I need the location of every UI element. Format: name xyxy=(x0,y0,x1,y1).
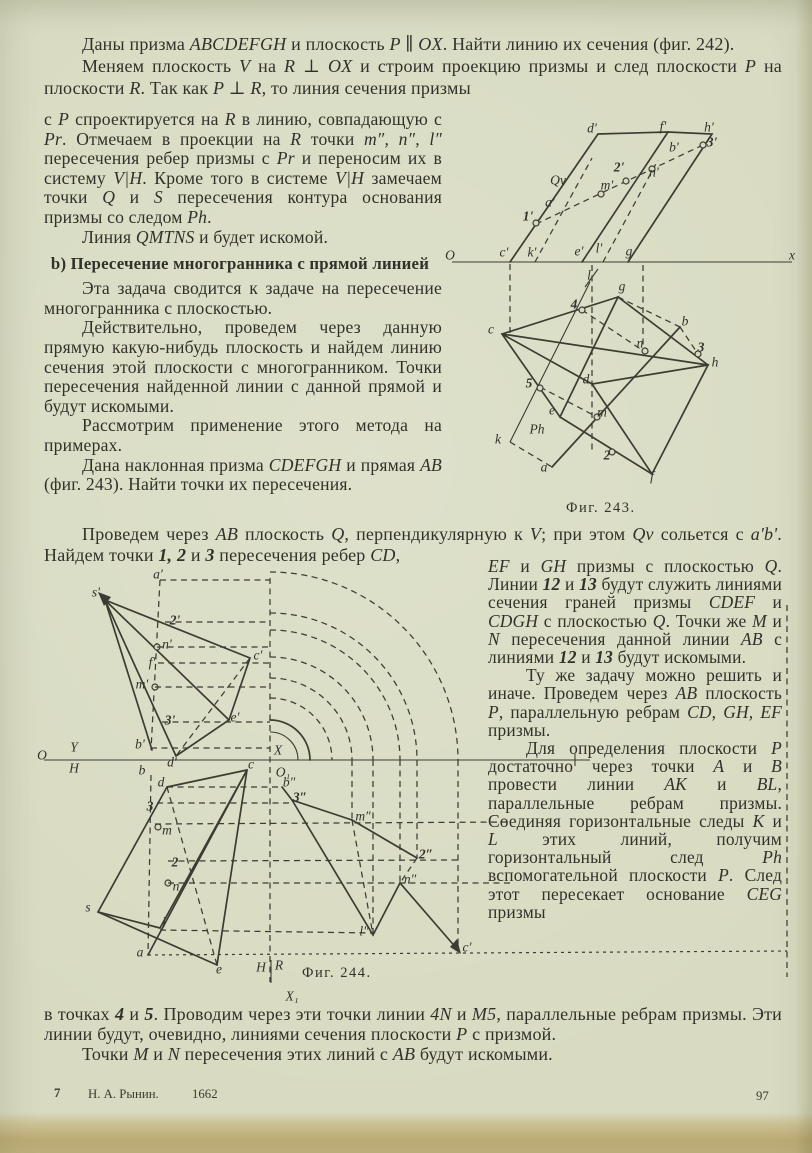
fig-point-label: s xyxy=(85,899,91,915)
fig-point-label: c' xyxy=(253,647,263,663)
right-column xyxy=(488,557,782,921)
fig-point-label: d xyxy=(582,371,590,387)
fig-point-label: 1' xyxy=(522,208,534,224)
fig-point-label: n' xyxy=(162,636,172,652)
paragraph: EF и GH призмы с плоскостью Q. Линии 12 и 13 будут служить линиями сечения граней призмы CDEF и CDGH с плоскостью Q. Точки же M и N пересечения данной линии AB с линиями 12 и 13 будут искомыми. xyxy=(488,556,782,668)
fig-point-label: f' xyxy=(148,654,156,670)
fig-point-label: m' xyxy=(135,676,149,692)
fig-point-label: 4 xyxy=(570,296,578,312)
fig-point-label: 3' xyxy=(706,134,718,150)
fig-point-label: s' xyxy=(91,584,101,600)
fig-point-label: Qv xyxy=(550,172,566,188)
fig-point-label: a' xyxy=(153,566,163,582)
fig-point-label: 3' xyxy=(164,712,176,728)
figure-243 xyxy=(440,118,805,540)
figure-243-caption: Фиг. 243. xyxy=(566,500,636,516)
fig-point-label: X xyxy=(273,742,283,758)
section-heading: b) Пересечение многогранника с прямой линией xyxy=(50,254,430,274)
fig-point-label: X₁ xyxy=(285,988,299,1004)
intro-paragraphs xyxy=(44,34,782,99)
paragraph: с P спроектируется на R в линию, совпадающую с Pr. Отмечаем в проекции на R точки m″, n″, l″ пересечения ребер призмы с Pr и переносим их в систему V|H. Кроме того в системе V|H замечаем точки Q и S пересечения контура основания призмы со следом Ph. xyxy=(44,109,443,227)
fig-point-label: m xyxy=(597,404,607,420)
fig-point-label: 3 xyxy=(146,798,154,814)
fig-point-label: m' xyxy=(600,177,614,193)
fig-point-label: k xyxy=(495,431,501,447)
fig-point-label: 3 xyxy=(697,339,705,355)
fig-point-label: m″ xyxy=(355,808,371,824)
paragraph: Дана наклонная призма CDEFGH и прямая AB (фиг. 243). Найти точки их пересечения. xyxy=(44,454,442,495)
fig-point-label: l xyxy=(587,267,591,283)
fig-point-label: 2' xyxy=(613,159,625,175)
figure-243-drawing xyxy=(440,119,805,540)
fig-point-label: k' xyxy=(527,244,537,260)
signature-number: 7 xyxy=(54,1086,61,1100)
fig-point-label: 5 xyxy=(525,375,533,391)
paragraph: Даны призма ABCDEFGH и плоскость P ∥ OX. Найти линию их сечения (фиг. 242). xyxy=(82,34,735,54)
fig-point-label: e' xyxy=(574,243,584,259)
fig-point-label: n xyxy=(636,335,644,351)
fig-point-label: H xyxy=(69,760,79,776)
fig-point-label: l xyxy=(162,914,166,930)
fig-point-label: c xyxy=(488,321,494,337)
figure-244-caption: Фиг. 244. xyxy=(302,965,372,981)
fig-point-label: e xyxy=(549,402,555,418)
fig-point-label: b' xyxy=(669,139,679,155)
fig-point-label: n' xyxy=(649,164,659,180)
fig-point-label: l″ xyxy=(359,923,369,939)
fig-point-label: O xyxy=(37,747,47,763)
paragraph: Точки M и N пересечения этих линий с AB будут искомыми. xyxy=(82,1043,553,1064)
fig-point-label: c xyxy=(248,756,254,772)
fig-point-label: a xyxy=(136,944,144,960)
paragraph: Проведем через AB плоскость Q, перпендикулярную к V; при этом Qv сольется с a'b'. Найдем точки 1, 2 и 3 пересечения ребер CD, xyxy=(44,524,782,565)
fig-point-label: m xyxy=(162,822,172,838)
paragraph: Ту же задачу можно решить и иначе. Проведем через AB плоскость P, параллельную ребрам CD, GH, EF призмы. xyxy=(488,665,782,740)
fig-point-label: l' xyxy=(595,240,603,256)
fig-point-label: O xyxy=(445,247,455,263)
fig-point-label: O₁ xyxy=(275,764,291,780)
print-code: 1662 xyxy=(192,1087,218,1101)
paragraph: Для определения плоскости P достаточно через точки A и B провести линии AK и BL, параллельные ребрам призмы. Соединяя горизонтальные следы K и L этих линий, получим горизонтальный след Ph вспомогательной плоскости P. След этот пересекает основание CEG призмы xyxy=(488,738,782,922)
fig-point-label: g xyxy=(618,278,626,294)
fig-point-label: e xyxy=(216,961,222,977)
fig-point-label: Ph xyxy=(529,421,545,437)
fig-point-label: H xyxy=(256,959,266,975)
fig-point-label: h xyxy=(711,354,719,370)
fig-point-label: a xyxy=(540,459,548,475)
fig-point-label: a' xyxy=(545,194,555,210)
fig-point-label: 2 xyxy=(171,854,179,870)
fig-point-label: n″ xyxy=(403,871,417,887)
fig-point-label: f xyxy=(650,468,654,484)
page-number: 97 xyxy=(756,1089,769,1103)
fig-point-label: e' xyxy=(230,709,240,725)
paragraph: Меняем плоскость V на R ⊥ OX и строим проекцию призмы и след плоскости P на плоскости R. Так как P ⊥ R, то линия сечения призмы xyxy=(44,55,782,98)
fig-point-label: Y xyxy=(70,739,78,755)
fig-point-label: c' xyxy=(499,244,509,260)
fig-point-label: b xyxy=(681,313,689,329)
left-column xyxy=(44,110,442,495)
paragraph: Действительно, проведем через данную прямую какую-нибудь плоскость и найдем линию сечения этой плоскости с многогранником. Точки пересечения найденной линии с данной прямой и будут искомыми. xyxy=(44,317,442,416)
fig-point-label: n xyxy=(172,878,180,894)
paragraph: Рассмотрим применение этого метода на примерах. xyxy=(44,415,442,455)
fig-point-label: x xyxy=(789,247,795,263)
fig-point-label: g xyxy=(625,243,633,259)
fig-point-label: h' xyxy=(704,119,714,135)
fig-point-label: b' xyxy=(135,736,145,752)
fig-point-label: 2 xyxy=(603,447,611,463)
fig-point-label: f' xyxy=(659,118,667,134)
fig-point-label: b xyxy=(138,762,146,778)
fig-point-label: R xyxy=(274,957,284,973)
fig-point-label: d' xyxy=(587,120,597,136)
fig-point-label: 2″ xyxy=(418,846,434,862)
paragraph: в точках 4 и 5. Проводим через эти точки линии 4N и M5, параллельные ребрам призмы. Эти линии будут, очевидно, линиями сечения плоскости P с призмой. xyxy=(44,1004,782,1044)
author-imprint: Н. А. Рынин. xyxy=(88,1087,159,1101)
fig-point-label: 2' xyxy=(169,612,181,628)
paragraph: Эта задача сводится к задаче на пересечение многогранника с плоскостью. xyxy=(44,278,442,318)
fig-point-label: d xyxy=(157,774,165,790)
fig-point-label: b″ xyxy=(282,774,296,790)
paragraph: Линия QMTNS и будет искомой. xyxy=(82,226,329,247)
fig-point-label: c' xyxy=(462,939,472,955)
fig-point-label: 3″ xyxy=(292,789,308,805)
fig-point-label: d' xyxy=(167,754,177,770)
